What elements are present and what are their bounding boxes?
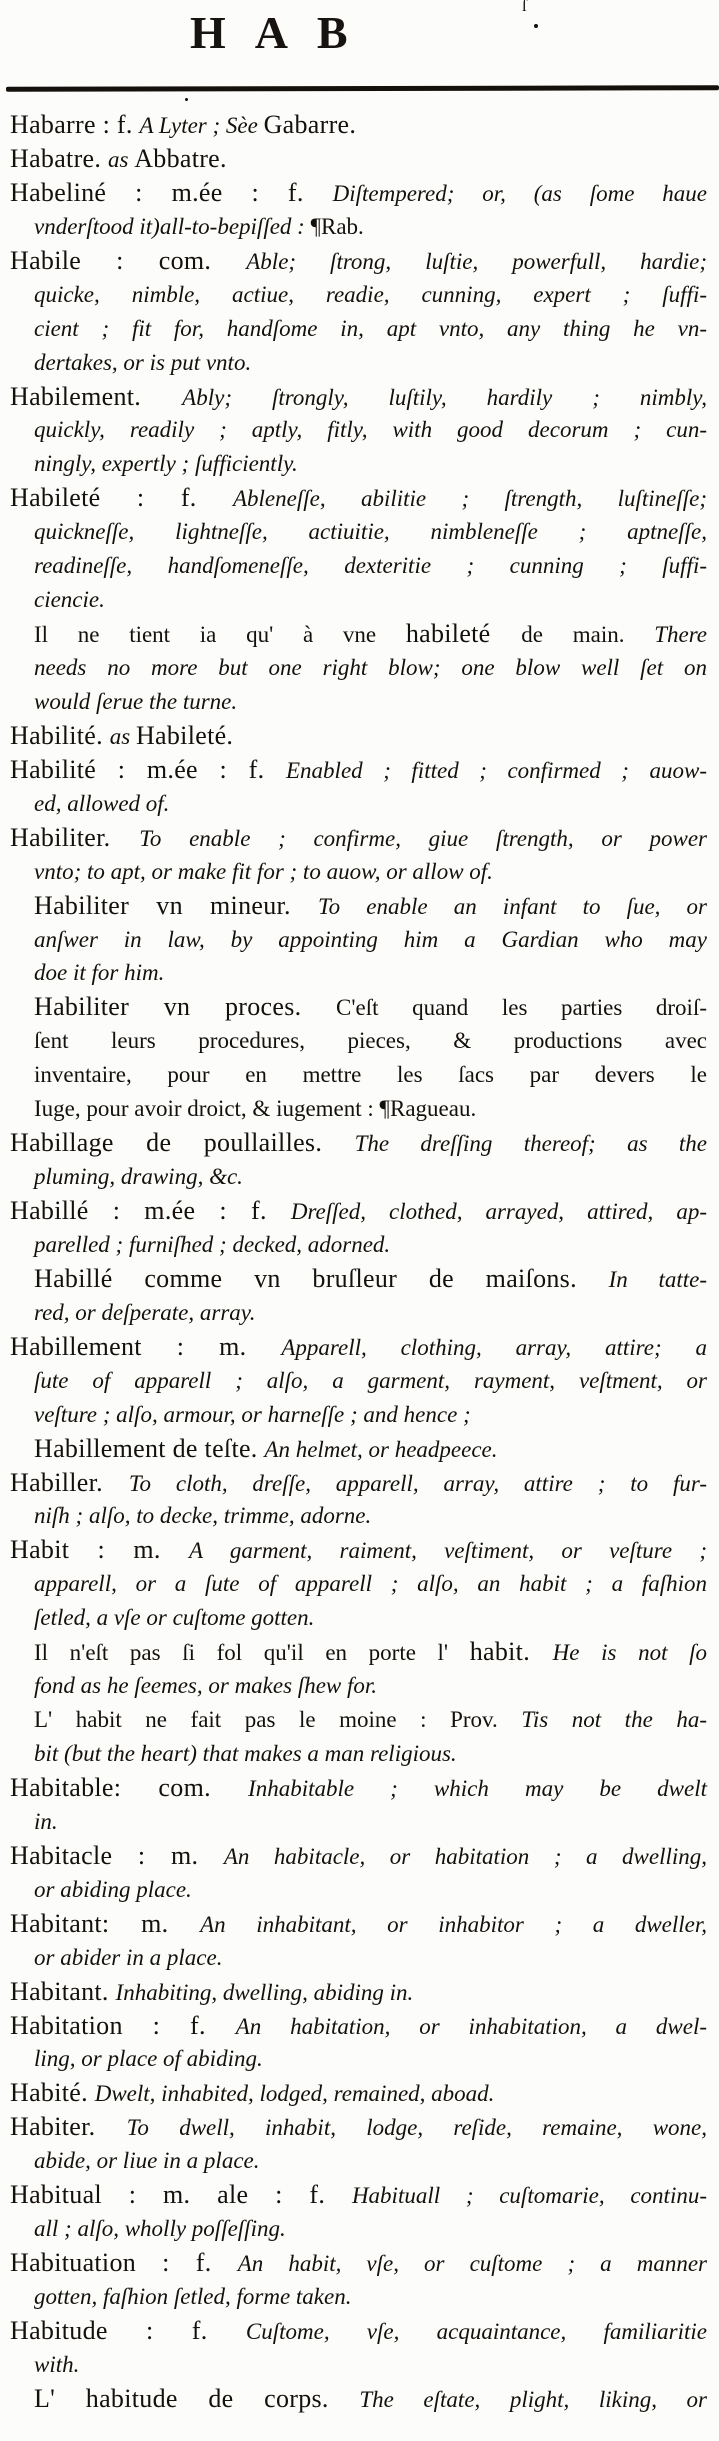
headword-text: Habiliter vn mineur. [34, 890, 318, 920]
headword-text: Habilité. [10, 720, 110, 750]
headword-text: Habiter. [10, 2112, 127, 2142]
definition-text: Ably; ſtrongly, luſtily, hardily ; nimbly, [182, 384, 707, 410]
entry-line [0, 244, 719, 278]
headword-text: Habitant. [10, 1976, 116, 2006]
definition-text: pluming, drawing, &c. [34, 1164, 243, 1190]
definition-text: To enable an infant to ſue, or [318, 893, 707, 919]
entry-line [0, 2382, 719, 2416]
headword-text: Habarre : f. [10, 110, 140, 139]
entry-line [0, 685, 719, 719]
headword-text: Abbatre. [134, 143, 227, 173]
definition-text: ciencie. [34, 587, 105, 613]
definition-text: or abiding place. [34, 1876, 192, 1902]
headword-text: Habitual : m. ale : f. [10, 2180, 352, 2210]
definition-text: red, or deſperate, array. [34, 1299, 256, 1325]
headword-text: habileté [405, 619, 522, 649]
definition-text: An habitation, or inhabitation, a dwel- [235, 2013, 707, 2039]
dictionary-text [0, 108, 719, 2416]
definition-text: Cuſtome, vſe, acquaintance, familiaritie [245, 2318, 708, 2344]
definition-text: Dreſſed, clothed, arrayed, attired, ap- [290, 1199, 707, 1224]
entry-line [0, 108, 719, 142]
entry-line [0, 2110, 719, 2144]
entry-line [0, 719, 719, 753]
headword-text: Habit : m. [10, 1535, 190, 1565]
definition-text: Dwelt, inhabited, lodged, remained, aboad. [94, 2081, 495, 2107]
headword-text: Habitation : f. [10, 2010, 236, 2040]
entry-line [0, 1941, 719, 1975]
roman-text: C'eſt quand les parties droiſ- [336, 995, 707, 1021]
entry-line [0, 1092, 719, 1126]
entry-line [0, 1703, 719, 1737]
definition-text: Inhabitable ; which may be dwelt [248, 1775, 707, 1801]
definition-text: A Lyter ; Sèe [139, 113, 264, 138]
entry-line [0, 142, 719, 176]
definition-text: as [109, 723, 136, 749]
definition-text: would ſerue the turne. [34, 688, 238, 714]
definition-text: readineſſe, handſomeneſſe, dexteritie ; cunning ; ſuffi- [34, 553, 707, 579]
entry-line [0, 380, 719, 414]
headword-text: Habilement. [10, 381, 183, 411]
entry-line [0, 1805, 719, 1839]
headword-text: Habillage de poullailles. [10, 1128, 355, 1158]
headword-text: Habité. [10, 2078, 95, 2108]
entry-line [0, 1737, 719, 1771]
headword-text: Habitable: com. [10, 1772, 249, 1802]
definition-text: in. [34, 1808, 58, 1834]
entry-line [0, 2212, 719, 2246]
definition-text: Apparell, clothing, array, attire; a [281, 1334, 707, 1360]
entry-line [0, 2076, 719, 2110]
roman-text: de main. [521, 622, 655, 648]
definition-text: To dwell, inhabit, lodge, reſide, remaine, wone, [126, 2115, 707, 2141]
entry-line [0, 210, 719, 244]
entry-line [0, 2280, 719, 2314]
headword-text: Habiliter. [10, 822, 140, 852]
entry-line [0, 1296, 719, 1330]
entry-line [0, 1499, 719, 1533]
entry-line [0, 1567, 719, 1601]
entry-line [0, 1873, 719, 1907]
entry-line [0, 447, 719, 481]
roman-text: Il ne tient ia qu' à vne [34, 622, 406, 648]
entry-line [0, 1975, 719, 2009]
entry-line [0, 1160, 719, 1194]
entry-line [0, 821, 719, 855]
entry-line [0, 481, 719, 515]
headword-text: Habile : com. [10, 245, 247, 275]
definition-text: Diſtempered; or, (as ſome haue [332, 180, 707, 206]
headword-text: Habitude : f. [10, 2315, 246, 2345]
definition-text: quicke, nimble, actiue, readie, cunning, expert ; ſuffi- [34, 281, 707, 307]
entry-line [0, 312, 719, 346]
definition-text: To enable ; confirme, giue ſtrength, or power [139, 825, 707, 851]
headword-text: Habillement de teſte. [34, 1433, 265, 1463]
entry-line [0, 2246, 719, 2280]
entry-line [0, 1262, 719, 1296]
roman-text: ¶Rab. [310, 213, 364, 239]
header-rule [6, 85, 719, 91]
entry-line [0, 583, 719, 617]
entry-line [0, 1194, 719, 1228]
headword-text: Habiller. [10, 1467, 129, 1497]
headword-text: Habileté. [135, 720, 234, 750]
definition-text: Ableneſſe, abilitie ; ſtrength, luſtineſſe; [232, 486, 707, 512]
definition-text: In tatte- [608, 1266, 707, 1292]
headword-text: Habatre. [10, 143, 108, 173]
definition-text: gotten, faſhion ſetled, forme taken. [34, 2284, 352, 2309]
entry-line [0, 889, 719, 923]
definition-text: veſture ; alſo, armour, or harneſſe ; and hence ; [34, 1401, 471, 1427]
definition-text: as [107, 146, 135, 172]
headword-text: Habiliter vn proces. [34, 992, 337, 1022]
entry-line [0, 651, 719, 685]
definition-text: ſute of apparell ; alſo, a garment, rayment, veſtment, or [34, 1367, 707, 1393]
headword-text: Habillé : m.ée : f. [10, 1196, 291, 1225]
headword-text: Habilité : m.ée : f. [10, 754, 286, 784]
entry-line [0, 1058, 719, 1092]
definition-text: An habitacle, or habitation ; a dwelling, [223, 1843, 707, 1869]
headword-text: Habitant: m. [10, 1908, 201, 1938]
definition-text: An habit, vſe, or cuſtome ; a manner [237, 2251, 708, 2277]
entry-line [0, 1635, 719, 1669]
entry-line [0, 515, 719, 549]
definition-text: ling, or place of abiding. [34, 2046, 263, 2072]
entry-line [0, 2178, 719, 2212]
definition-text: An inhabitant, or inhabitor ; a dweller, [200, 1911, 708, 1937]
definition-text: Able; ſtrong, luſtie, powerfull, hardie; [246, 248, 707, 274]
definition-text: Inhabiting, dwelling, abiding in. [115, 1979, 414, 2005]
definition-text: abide, or liue in a place. [34, 2148, 260, 2174]
definition-text: or abider in a place. [34, 1944, 223, 1970]
definition-text: quickly, readily ; aptly, fitly, with good decorum ; cun- [34, 417, 707, 443]
definition-text: ningly, expertly ; ſufficiently. [34, 451, 298, 477]
entry-line [0, 617, 719, 651]
definition-text: niſh ; alſo, to decke, trimme, adorne. [34, 1503, 372, 1529]
definition-text: Habituall ; cuſtomarie, continu- [351, 2183, 707, 2209]
entry-line [0, 176, 719, 210]
definition-text: anſwer in law, by appointing him a Gardian who may [34, 926, 707, 952]
entry-line [0, 278, 719, 312]
entry-line [0, 990, 719, 1024]
definition-text: bit (but the heart) that makes a man religious. [34, 1741, 457, 1766]
entry-line [0, 1771, 719, 1805]
entry-line [0, 2009, 719, 2043]
entry-line [0, 2144, 719, 2178]
ink-speck [534, 24, 538, 28]
definition-text: all ; alſo, wholly poſſeſſing. [34, 2216, 286, 2242]
definition-text: A garment, raiment, veſtiment, or veſture ; [189, 1538, 707, 1564]
roman-text: ſent leurs procedures, pieces, & productions avec [34, 1028, 707, 1054]
entry-line [0, 956, 719, 990]
definition-text: needs no more but one right blow; one blow well ſet on [34, 655, 707, 680]
entry-line [0, 549, 719, 583]
ink-speck [185, 98, 188, 101]
definition-text: vnto; to apt, or make fit for ; to auow, or allow of. [34, 858, 493, 884]
entry-line [0, 1228, 719, 1262]
roman-text: inventaire, pour en mettre les ſacs par devers le [34, 1062, 707, 1088]
headword-text: Habillement : m. [10, 1331, 282, 1361]
definition-text: doe it for him. [34, 960, 165, 986]
entry-line [0, 923, 719, 957]
definition-text: dertakes, or is put vnto. [34, 349, 252, 375]
headword-text: habit. [469, 1637, 553, 1667]
entry-line [0, 1432, 719, 1466]
ink-speck: ſ [522, 0, 527, 15]
entry-line [0, 1601, 719, 1635]
definition-text: parelled ; furniſhed ; decked, adorned. [34, 1231, 391, 1257]
entry-line [0, 1907, 719, 1941]
roman-text: Il n'eſt pas ſi fol qu'il en porte l' [34, 1640, 470, 1666]
entry-line [0, 346, 719, 380]
entry-line [0, 1024, 719, 1058]
entry-line [0, 1533, 719, 1567]
entry-line [0, 1398, 719, 1432]
roman-text: Iuge, pour avoir droict, & iugement : ¶Ragueau. [34, 1096, 477, 1122]
definition-text: Tis not the ha- [521, 1707, 707, 1733]
section-heading: H A B [190, 7, 358, 58]
definition-text: ſetled, a vſe or cuſtome gotten. [34, 1605, 315, 1631]
definition-text: fond as he ſeemes, or makes ſhew for. [34, 1673, 378, 1699]
definition-text: Enabled ; fitted ; confirmed ; auow- [286, 757, 707, 783]
headword-text: Habileté : f. [10, 483, 233, 513]
definition-text: There [654, 622, 707, 648]
headword-text: Habeliné : m.ée : f. [10, 177, 333, 207]
entry-line [0, 2348, 719, 2382]
headword-text: Gabarre. [263, 110, 357, 139]
entry-line [0, 1839, 719, 1873]
headword-text: L' habitude de corps. [34, 2383, 360, 2413]
roman-text: L' habit ne fait pas le moine : Prov. [34, 1707, 522, 1733]
entry-line [0, 1669, 719, 1703]
entry-line [0, 787, 719, 821]
definition-text: ed, allowed of. [34, 790, 170, 816]
headword-text: Habitacle : m. [10, 1840, 224, 1870]
entry-line [0, 1330, 719, 1364]
entry-line [0, 2042, 719, 2076]
definition-text: cient ; fit for, handſome in, apt vnto, any thing he vn- [34, 315, 707, 341]
entry-line [0, 413, 719, 447]
definition-text: An helmet, or headpeece. [264, 1436, 498, 1462]
definition-text: To cloth, dreſſe, apparell, array, attire ; to fur- [128, 1470, 707, 1496]
headword-text: Habillé comme vn bruſleur de maiſons. [34, 1263, 609, 1293]
definition-text: He is not ſo [552, 1640, 707, 1666]
entry-line [0, 753, 719, 787]
entry-line [0, 2314, 719, 2348]
entry-line [0, 1364, 719, 1398]
definition-text: apparell, or a ſute of apparell ; alſo, an habit ; a faſhion [34, 1571, 707, 1597]
entry-line [0, 1466, 719, 1500]
definition-text: with. [34, 2351, 80, 2377]
entry-line [0, 1126, 719, 1160]
headword-text: Habituation : f. [10, 2248, 238, 2278]
definition-text: vnderſtood it)all-to-bepiſſed : [34, 213, 311, 239]
entry-line [0, 855, 719, 889]
definition-text: quickneſſe, lightneſſe, actiuitie, nimbleneſſe ; aptneſſe, [34, 519, 707, 545]
definition-text: The dreſſing thereof; as the [354, 1131, 707, 1157]
definition-text: The eſtate, plight, liking, or [359, 2386, 707, 2412]
